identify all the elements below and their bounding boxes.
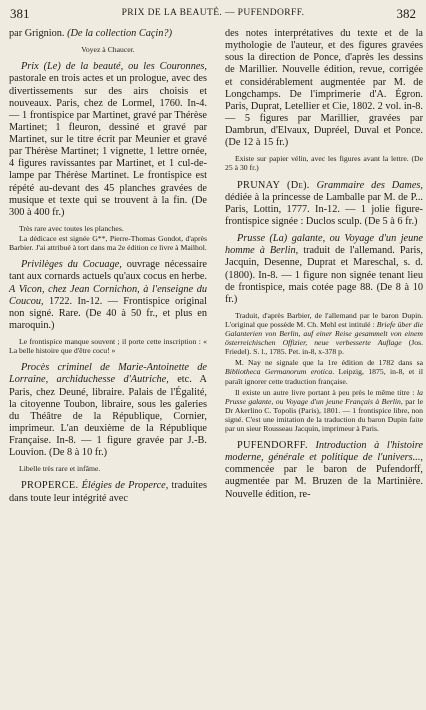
entry-note	[225, 358, 423, 385]
entry-text: par Grignion.	[9, 28, 68, 39]
page-number-left: 381	[10, 6, 30, 21]
running-header	[10, 6, 416, 22]
note-title: la Prusse galante, ou Voyage d'un jeune Français à Berlin,	[225, 387, 423, 406]
entry-title: Prix (Le) de la beauté, ou les Couronnes,	[21, 61, 207, 73]
entry-note: Existe sur papier vélin, avec les figures avant la lettre. (De 25 à 30 fr.)	[225, 154, 423, 173]
entry-text: pastorale en trois actes et un prologue, avec des divertissements sur des airs choisis et nouveaux. Paris, chez de Lormel, 1760. In-4. — 1 frontispice par Martinet, gravé par Thérèse Martinet; 1 fleuron, dessiné et gravé par Martinet, sur le titre écrit par Meunier et gravé par Thérèse Martinet; 1 vignette, 1 lettre ornée, 4 figures ravissantes par Martinet, et 1 cul-de-lampe par Thérèse Martinet. Le frontispice est répété au-devant des 45 planches gravées de musique et texte qui se trouvent à la fin. (De 300 à 400 fr.)	[9, 73, 207, 218]
note-text: . Leipzig, 1875, in-8, et il paraît ignorer cette traduction française.	[225, 367, 423, 386]
note-text: Traduit, d'après Barbier, de l'allemand par le baron Dupin. L'original que possède M. Ch. Mehl est intitulé :	[225, 310, 423, 330]
entry-privileges-du-cocuage	[9, 259, 207, 332]
entry-text: 1722. In-12. — Frontispice original non signé. Rare. (De 40 à 50 fr., et plus en maroquin.)	[9, 295, 207, 331]
entry-title: Grammaire des Dames,	[309, 179, 423, 191]
entry-title: Prusse (La) galante, ou Voyage d'un jeune homme à Berlin,	[225, 233, 423, 257]
entry-proces-criminel	[9, 362, 207, 459]
entry-text: traduites dans toute leur intégrité avec	[9, 480, 207, 504]
left-column	[9, 28, 207, 710]
entry-text-italic: (De la collection Caçin?)	[67, 28, 173, 39]
entry-pufendorff	[225, 440, 423, 501]
entry-properce	[9, 480, 207, 504]
entry-prusse-galante	[225, 233, 423, 306]
note-text: Il existe un autre livre portant à peu près le même titre :	[235, 387, 418, 397]
entry-imprint: A Vicon, chez Jean Cornichon, à l'enseigne du Coucou,	[9, 283, 207, 307]
entry-author: PRUNAY (De).	[237, 179, 310, 191]
entry-text: traduit de l'allemand. Paris, Jacquin, Desenne, Duprat et Mareschal, s. d. (1800). In-8. — 1 figure non signée tenant lieu de frontispice, mais cotée page 88. (De 8 à 10 fr.)	[225, 245, 423, 305]
entry-title: Procès criminel de Marie-Antoinette de Lorraine, archiduchesse d'Autriche,	[9, 362, 207, 386]
entry-note: Le frontispice manque souvent ; il porte cette inscription : « La belle histoire que d'être cocu! »	[9, 337, 207, 356]
note-text: M. Nay ne signale que la 1re édition de 1782 dans sa	[235, 358, 423, 368]
entry-note: La dédicace est signée G**, Pierre-Thomas Gondot, d'après Barbier. J'ai attribué à tort dans ma 2e édition ce livre à Mailhol.	[9, 234, 207, 253]
entry-note: Libelle très rare et infâme.	[19, 464, 101, 474]
entry-text: etc. A Paris, chez Deuné, libraire. Palais de l'Égalité, la citoyenne Toubon, libraire, sous les galeries du Théâtre de la République, Cornier, imprimeur. L'an deuxième de la République Française. In-8. — 1 figure gravée par J.-B. Louvion. (De 8 à 10 fr.)	[9, 374, 207, 459]
entry-title: Introduction à l'histoire moderne, générale et politique de l'univers...,	[225, 439, 423, 464]
entry-prix-de-la-beaute	[9, 61, 207, 219]
entry-text: commencée par le baron de Pufendorff, augmentée par M. Bruzen de la Martinière. Nouvelle édition, re-	[225, 464, 423, 500]
entry-title: Privilèges du Cocuage,	[21, 259, 122, 271]
entry-note	[225, 311, 423, 356]
note-text: (Jos. Friedel). S. l., 1785. Pet. in-8, x-378 p.	[225, 338, 423, 357]
note-text: par le Dr Akerlino C. Topolis (Paris), 1801. — 1 frontispice libre, non signé. C'est une imitation de la traduction du baron Dupin faite par un sieur Rousseau Jacquin, imprimeur à Paris.	[225, 396, 423, 433]
entry-prunay	[225, 180, 423, 229]
entry-author: PUFENDORFF.	[237, 439, 308, 451]
entry-text: ouvrage nécessaire tant aux cornards actuels qu'aux cocus en herbe.	[9, 259, 207, 283]
entry-title: Élégies de Properce,	[78, 480, 169, 492]
running-title: PRIX DE LA BEAUTÉ. — PUFENDORFF.	[121, 8, 305, 18]
entry-grignion-continuation	[9, 28, 207, 40]
note-title: Briefe über die Galanterien von Berlin, auf einer Reise gesammelt von einem österreichischen Offizier, neue verbesserte Auflage	[225, 320, 423, 348]
right-column	[225, 28, 423, 710]
note-title: Bibliotheca Germanorum erotica	[225, 367, 333, 377]
entry-text: dédiée à la princesse de Lamballe par M. de P... Paris, Lottin, 1777. In-12. — 1 jolie figure-frontispice signée : Duclos sculp. (De 5 à 6 fr.)	[225, 191, 423, 227]
page-number-right: 382	[396, 6, 416, 21]
entry-author: PROPERCE.	[21, 480, 79, 492]
entry-properce-continuation: des notes interprétatives du texte et de la mythologie de l'auteur, et des figures gravées sous la direction de Ponce, d'après les dessins de Marillier. Nouvelle édition, revue, corrigée et considérablement augmentée par M. de Longchamps. De l'imprimerie d'A. Égron. Paris, Duprat, Letellier et Cie, 1802. 2 vol. in-8. — 5 figures par Marillier, gravées par Dambrun, d'Elvaux, Dupréel, Duval et Ponce. (De 12 à 15 fr.)	[225, 28, 423, 149]
cross-reference-note: Voyez à Chaucer.	[81, 45, 135, 55]
entry-note	[225, 388, 423, 433]
entry-note: Très rare avec toutes les planches.	[19, 224, 124, 234]
